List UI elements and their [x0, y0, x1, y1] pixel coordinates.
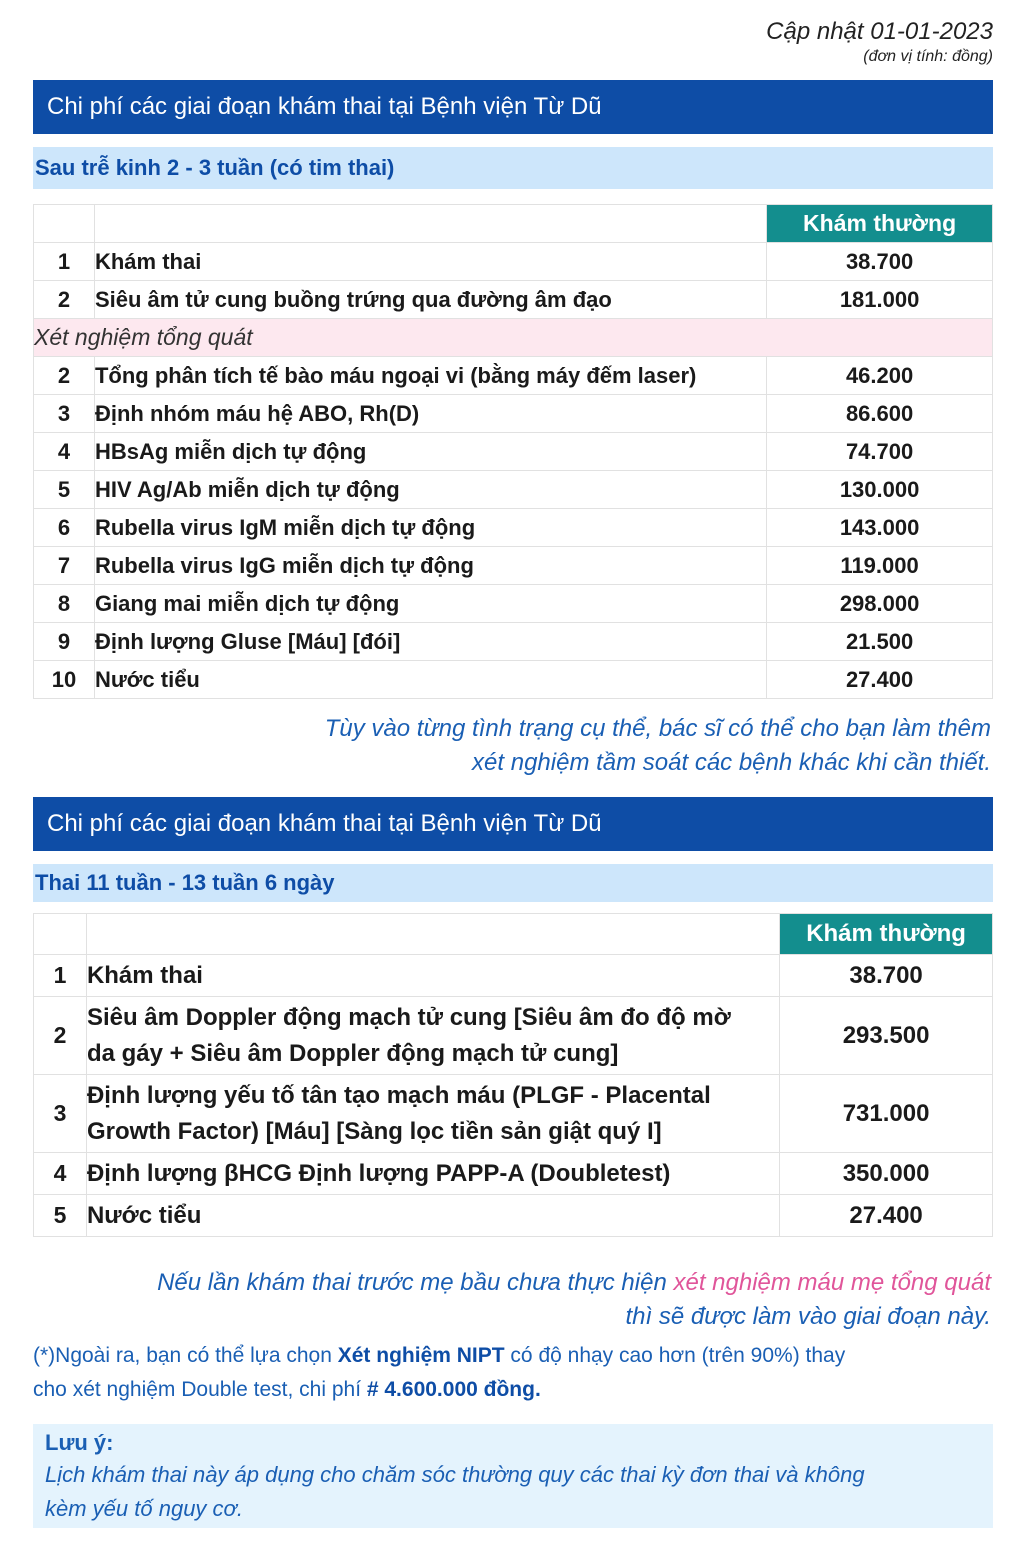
note-line: thì sẽ được làm vào giai đoạn này.	[625, 1303, 991, 1330]
row-price: 27.400	[767, 661, 993, 699]
row-service-name: Siêu âm Doppler động mạch tử cung [Siêu âm đo độ mờ da gáy + Siêu âm Doppler động mạch tử cung]	[86, 997, 779, 1075]
row-service-name: HBsAg miễn dịch tự động	[94, 433, 766, 471]
row-service-name: Tổng phân tích tế bào máu ngoại vi (bằng máy đếm laser)	[94, 357, 766, 395]
note-box	[33, 1424, 993, 1528]
row-price: 86.600	[767, 395, 993, 433]
row-number: 4	[34, 1153, 87, 1195]
section1-stage-title: Sau trễ kinh 2 - 3 tuần (có tim thai)	[33, 147, 993, 189]
row-number: 10	[34, 661, 95, 699]
section1-banner: Chi phí các giai đoạn khám thai tại Bệnh viện Từ Dũ	[33, 80, 993, 134]
nipt-note: (*)Ngoài ra, bạn có thể lựa chọn Xét nghiệm NIPT có độ nhạy cao hơn (trên 90%) thay cho xét nghiệm Double test, chi phí # 4.600.000 đồng.	[33, 1344, 846, 1401]
subsection-title: Xét nghiệm tổng quát	[34, 319, 993, 357]
table-row	[34, 955, 993, 997]
header-blank-cell	[34, 205, 95, 243]
note-line: Tùy vào từng tình trạng cụ thể, bác sĩ có thể cho bạn làm thêm	[324, 715, 991, 742]
row-price: 298.000	[767, 585, 993, 623]
section2-note	[157, 1266, 991, 1334]
table-row	[34, 623, 993, 661]
subsection-row	[34, 319, 993, 357]
section2-banner: Chi phí các giai đoạn khám thai tại Bệnh viện Từ Dũ	[33, 797, 993, 851]
table-row	[34, 243, 993, 281]
row-number: 3	[34, 395, 95, 433]
row-number: 5	[34, 1195, 87, 1237]
row-service-name: Siêu âm tử cung buồng trứng qua đường âm đạo	[94, 281, 766, 319]
table-row	[34, 281, 993, 319]
row-price: 38.700	[780, 955, 993, 997]
row-service-name: Giang mai miễn dịch tự động	[94, 585, 766, 623]
table-row	[34, 1153, 993, 1195]
note-highlight: xét nghiệm máu mẹ tổng quát	[673, 1269, 991, 1296]
row-number: 1	[34, 243, 95, 281]
note-body: Lịch khám thai này áp dụng cho chăm sóc thường quy các thai kỳ đơn thai và không kèm yếu tố nguy cơ.	[45, 1462, 865, 1521]
row-service-name: Định lượng yếu tố tân tạo mạch máu (PLGF - Placental Growth Factor) [Máu] [Sàng lọc tiền sản giật quý I]	[86, 1075, 779, 1153]
row-service-name: Nước tiểu	[94, 661, 766, 699]
row-number: 6	[34, 509, 95, 547]
table-row	[34, 661, 993, 699]
note-line: Nếu lần khám thai trước mẹ bầu chưa thực hiện xét nghiệm máu mẹ tổng quát	[157, 1269, 991, 1296]
row-number: 2	[34, 997, 87, 1075]
section2-stage-title: Thai 11 tuần - 13 tuần 6 ngày	[33, 864, 993, 902]
section1-price-table	[33, 204, 993, 699]
header-blank-cell	[34, 914, 87, 955]
table-row	[34, 509, 993, 547]
row-service-name: Rubella virus IgG miễn dịch tự động	[94, 547, 766, 585]
row-price: 181.000	[767, 281, 993, 319]
header-blank-cell	[94, 205, 766, 243]
currency-unit: (đơn vị tính: đồng)	[863, 48, 993, 65]
row-service-name: Định lượng Gluse [Máu] [đói]	[94, 623, 766, 661]
section2-price-table	[33, 913, 993, 1237]
nipt-test-name: Xét nghiệm NIPT	[337, 1344, 505, 1367]
row-service-name: Khám thai	[86, 955, 779, 997]
row-number: 2	[34, 357, 95, 395]
header-kham-thuong: Khám thường	[767, 205, 993, 243]
table-row	[34, 1195, 993, 1237]
row-number: 9	[34, 623, 95, 661]
table-row	[34, 585, 993, 623]
row-service-name: Khám thai	[94, 243, 766, 281]
table-row	[34, 471, 993, 509]
row-service-name: HIV Ag/Ab miễn dịch tự động	[94, 471, 766, 509]
row-price: 293.500	[780, 997, 993, 1075]
row-service-name: Rubella virus IgM miễn dịch tự động	[94, 509, 766, 547]
row-number: 7	[34, 547, 95, 585]
row-number: 2	[34, 281, 95, 319]
table-row	[34, 997, 993, 1075]
header-blank-cell	[86, 914, 779, 955]
row-price: 350.000	[780, 1153, 993, 1195]
section1-note	[325, 712, 991, 780]
row-number: 4	[34, 433, 95, 471]
header-kham-thuong: Khám thường	[780, 914, 993, 955]
table-row	[34, 1075, 993, 1153]
table-row	[34, 395, 993, 433]
row-service-name: Nước tiểu	[86, 1195, 779, 1237]
table-row	[34, 357, 993, 395]
note-title: Lưu ý:	[45, 1430, 114, 1455]
table-row	[34, 433, 993, 471]
row-price: 38.700	[767, 243, 993, 281]
table-row	[34, 547, 993, 585]
table-header-row	[34, 914, 993, 955]
note-line: xét nghiệm tầm soát các bệnh khác khi cần thiết.	[472, 749, 991, 776]
row-price: 130.000	[767, 471, 993, 509]
row-price: 27.400	[780, 1195, 993, 1237]
update-date: Cập nhật 01-01-2023	[766, 18, 993, 45]
row-service-name: Định lượng βHCG Định lượng PAPP-A (Doubletest)	[86, 1153, 779, 1195]
row-price: 731.000	[780, 1075, 993, 1153]
nipt-price: # 4.600.000 đồng.	[366, 1378, 541, 1401]
table-header-row	[34, 205, 993, 243]
row-price: 119.000	[767, 547, 993, 585]
row-number: 1	[34, 955, 87, 997]
update-info	[766, 18, 993, 66]
row-price: 74.700	[767, 433, 993, 471]
row-price: 46.200	[767, 357, 993, 395]
row-price: 143.000	[767, 509, 993, 547]
row-number: 8	[34, 585, 95, 623]
row-service-name: Định nhóm máu hệ ABO, Rh(D)	[94, 395, 766, 433]
row-number: 5	[34, 471, 95, 509]
row-number: 3	[34, 1075, 87, 1153]
row-price: 21.500	[767, 623, 993, 661]
